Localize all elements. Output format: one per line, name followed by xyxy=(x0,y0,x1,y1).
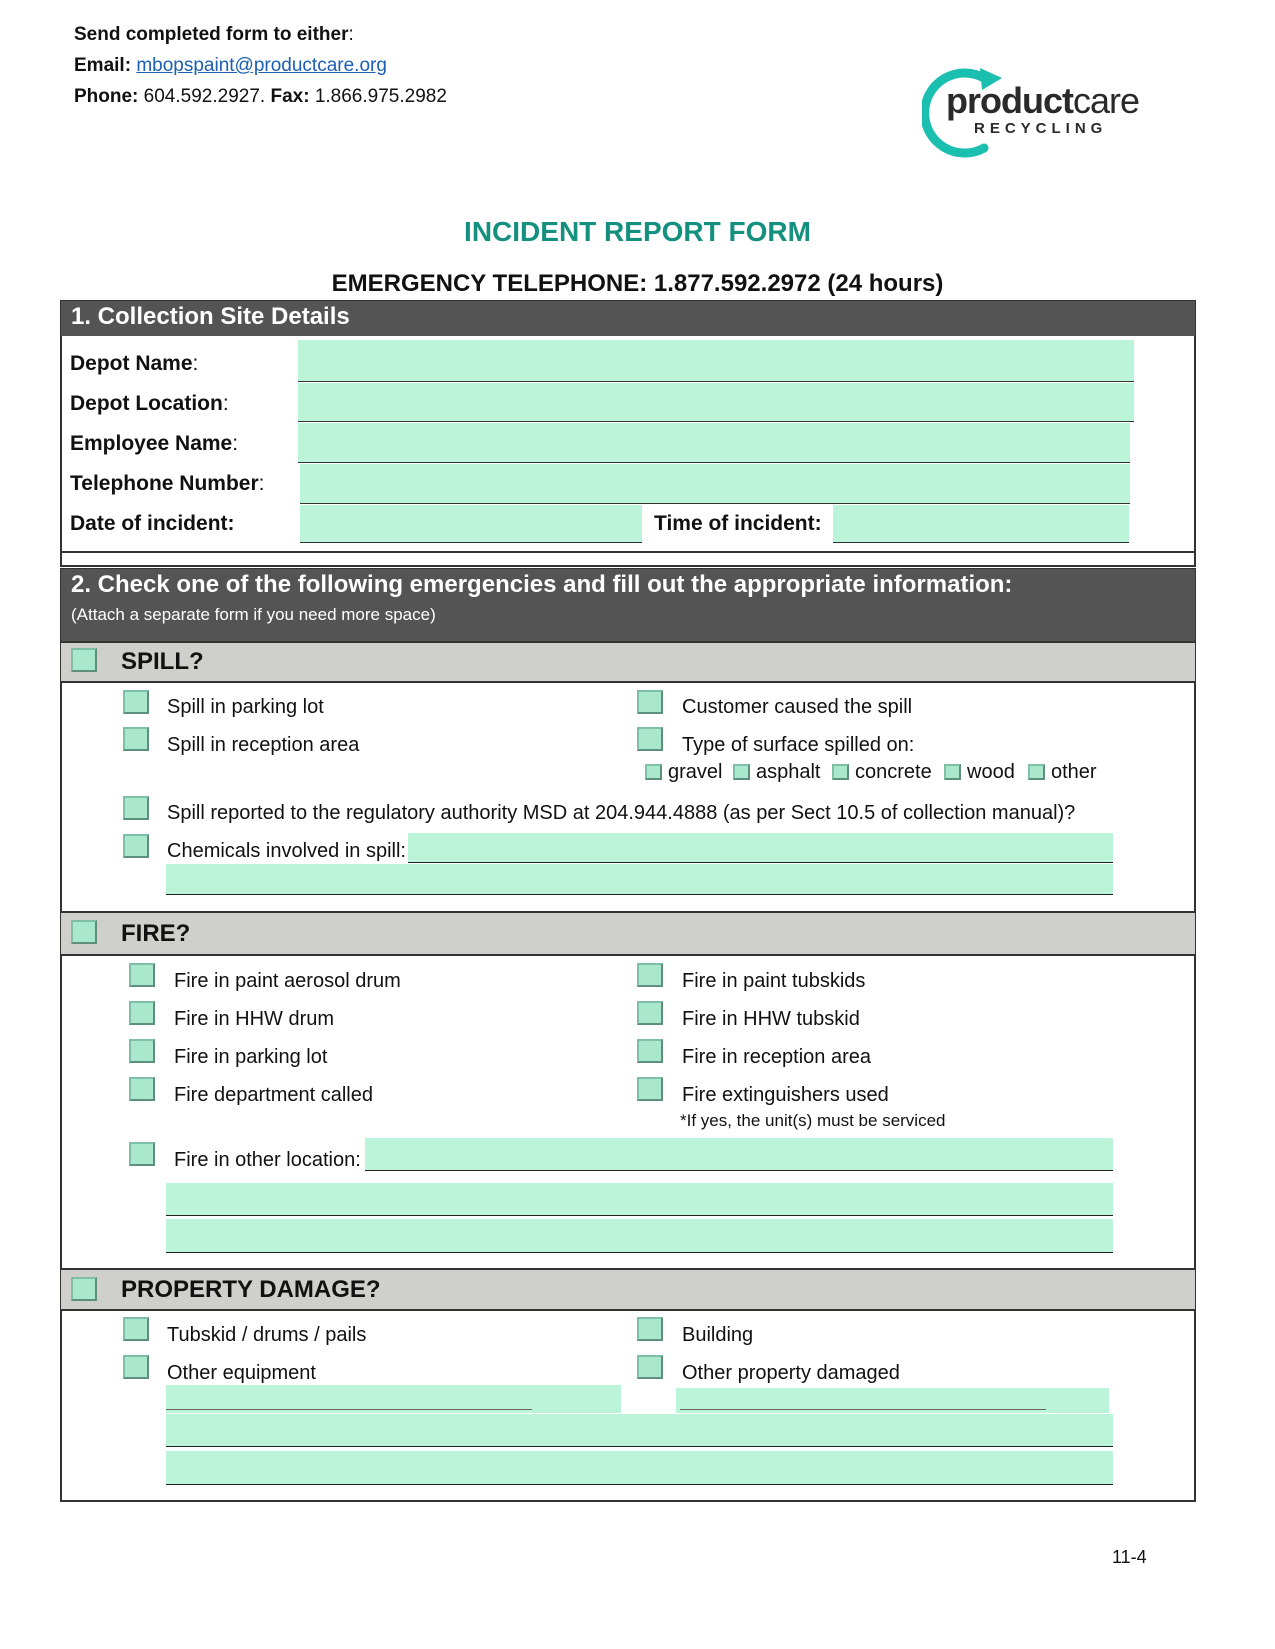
productcare-logo xyxy=(922,66,1162,158)
spill-reception-checkbox[interactable] xyxy=(123,727,149,751)
other-property-input[interactable] xyxy=(676,1388,1109,1413)
fire-tubskids-checkbox[interactable] xyxy=(637,963,663,987)
section-1-header xyxy=(61,301,1195,336)
damage-other-property-checkbox[interactable] xyxy=(637,1355,663,1379)
section-2-note: (Attach a separate form if you need more space) xyxy=(71,605,436,624)
surface-asphalt-checkbox[interactable] xyxy=(733,764,750,780)
emergency-telephone: EMERGENCY TELEPHONE: 1.877.592.2972 (24 hours) xyxy=(331,270,944,297)
spill-surface-label: Type of surface spilled on: xyxy=(682,734,915,756)
spill-reported-checkbox[interactable] xyxy=(123,796,149,820)
spill-chemicals-checkbox[interactable] xyxy=(123,834,149,858)
fire-reception-checkbox[interactable] xyxy=(637,1039,663,1063)
fire-tubskids-label: Fire in paint tubskids xyxy=(682,970,866,992)
surface-other-label: other xyxy=(1051,761,1097,783)
fire-title: FIRE? xyxy=(121,920,191,947)
surface-concrete-label: concrete xyxy=(855,761,932,783)
fire-other-input-line-2[interactable] xyxy=(166,1183,1113,1216)
email-label: Email: xyxy=(74,55,132,76)
surface-gravel-checkbox[interactable] xyxy=(645,764,662,780)
damage-other-property-label: Other property damaged xyxy=(682,1362,900,1384)
spill-customer-checkbox[interactable] xyxy=(637,690,663,714)
damage-building-checkbox[interactable] xyxy=(637,1317,663,1341)
time-input[interactable] xyxy=(833,505,1129,543)
depot-location-input[interactable] xyxy=(298,383,1134,422)
telephone-label: Telephone Number: xyxy=(70,472,265,495)
other-equipment-input[interactable] xyxy=(166,1385,621,1413)
spill-surface-checkbox[interactable] xyxy=(637,727,663,751)
fire-hhw-drum-label: Fire in HHW drum xyxy=(174,1008,335,1030)
page-number: 11-4 xyxy=(1112,1547,1147,1567)
surface-concrete-checkbox[interactable] xyxy=(832,764,849,780)
fire-extinguisher-note: *If yes, the unit(s) must be serviced xyxy=(680,1111,946,1130)
fire-aerosol-label: Fire in paint aerosol drum xyxy=(174,970,401,992)
property-damage-checkbox[interactable] xyxy=(71,1277,97,1301)
time-label: Time of incident: xyxy=(654,512,822,535)
damage-tubskid-label: Tubskid / drums / pails xyxy=(167,1324,367,1346)
fire-header xyxy=(61,911,1195,956)
section-2-title: 2. Check one of the following emergencies and fill out the appropriate information: xyxy=(71,571,1013,598)
damage-other-equipment-label: Other equipment xyxy=(167,1362,316,1384)
depot-location-label: Depot Location: xyxy=(70,392,229,415)
spill-reported-label: Spill reported to the regulatory authority MSD at 204.944.4888 (as per Sect 10.5 of collection manual)? xyxy=(167,802,1076,824)
date-input[interactable] xyxy=(300,505,642,543)
fire-other-input-line-3[interactable] xyxy=(166,1219,1113,1253)
spill-title: SPILL? xyxy=(121,648,204,675)
email-link[interactable]: mbopspaint@productcare.org xyxy=(136,55,387,76)
fire-department-checkbox[interactable] xyxy=(129,1077,155,1101)
spill-parking-checkbox[interactable] xyxy=(123,690,149,714)
telephone-input[interactable] xyxy=(300,464,1130,504)
fire-reception-label: Fire in reception area xyxy=(682,1046,871,1068)
phone-label: Phone: xyxy=(74,86,139,107)
fire-department-label: Fire department called xyxy=(174,1084,373,1106)
fire-other-location-label: Fire in other location: xyxy=(174,1149,361,1171)
surface-wood-label: wood xyxy=(967,761,1015,783)
depot-name-label: Depot Name: xyxy=(70,352,199,375)
damage-building-label: Building xyxy=(682,1324,754,1346)
fire-extinguishers-checkbox[interactable] xyxy=(637,1077,663,1101)
employee-name-input[interactable] xyxy=(298,423,1130,463)
send-instructions xyxy=(74,24,354,46)
fire-hhw-drum-checkbox[interactable] xyxy=(129,1001,155,1025)
fire-parking-label: Fire in parking lot xyxy=(174,1046,328,1068)
chemicals-input[interactable] xyxy=(408,833,1113,863)
fire-hhw-tubskid-label: Fire in HHW tubskid xyxy=(682,1008,860,1030)
spill-reception-label: Spill in reception area xyxy=(167,734,360,756)
damage-input-line-3[interactable] xyxy=(166,1451,1113,1485)
surface-other-checkbox[interactable] xyxy=(1028,764,1045,780)
spill-header xyxy=(61,641,1195,683)
employee-name-label: Employee Name: xyxy=(70,432,239,455)
send-colon: : xyxy=(348,24,354,45)
spill-parking-label: Spill in parking lot xyxy=(167,696,324,718)
fire-extinguishers-label: Fire extinguishers used xyxy=(682,1084,889,1106)
email-line xyxy=(74,55,387,77)
spill-customer-label: Customer caused the spill xyxy=(682,696,913,718)
depot-name-input[interactable] xyxy=(298,340,1134,382)
section-2-header xyxy=(61,569,1195,641)
phone-value: 604.592.2927. xyxy=(143,86,266,107)
fire-hhw-tubskid-checkbox[interactable] xyxy=(637,1001,663,1025)
damage-tubskid-checkbox[interactable] xyxy=(123,1317,149,1341)
property-damage-title: PROPERTY DAMAGE? xyxy=(121,1276,381,1303)
date-label: Date of incident: xyxy=(70,512,235,535)
section-1-divider xyxy=(61,551,1195,553)
phone-line xyxy=(74,86,447,108)
damage-other-equipment-checkbox[interactable] xyxy=(123,1355,149,1379)
surface-wood-checkbox[interactable] xyxy=(944,764,961,780)
fax-label: Fax: xyxy=(270,86,310,107)
fire-parking-checkbox[interactable] xyxy=(129,1039,155,1063)
surface-gravel-label: gravel xyxy=(668,761,723,783)
fire-aerosol-checkbox[interactable] xyxy=(129,963,155,987)
fire-other-location-input[interactable] xyxy=(365,1138,1113,1171)
chemicals-input-line-2[interactable] xyxy=(166,864,1113,895)
damage-input-line-2[interactable] xyxy=(166,1414,1113,1447)
surface-asphalt-label: asphalt xyxy=(756,761,821,783)
spill-chemicals-label: Chemicals involved in spill: xyxy=(167,840,406,862)
send-label: Send completed form to either xyxy=(74,24,349,45)
logo-brand: productcare xyxy=(946,80,1140,121)
spill-checkbox[interactable] xyxy=(71,648,97,672)
fire-other-location-checkbox[interactable] xyxy=(129,1142,155,1166)
section-1-title: 1. Collection Site Details xyxy=(71,303,350,330)
logo-sub: RECYCLING xyxy=(974,120,1108,137)
form-title: INCIDENT REPORT FORM xyxy=(464,216,811,247)
fire-checkbox[interactable] xyxy=(71,920,97,944)
fax-value: 1.866.975.2982 xyxy=(314,86,447,107)
